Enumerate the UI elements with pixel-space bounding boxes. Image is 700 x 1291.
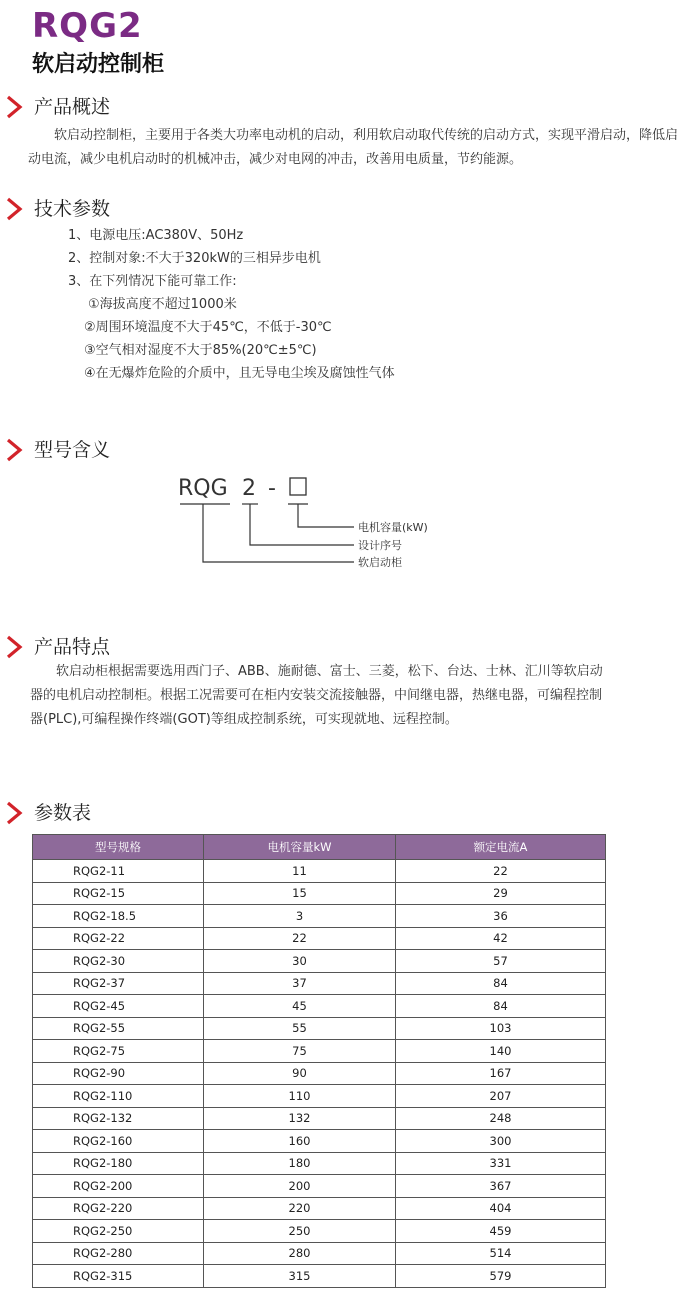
- cell-model: RQG2-55: [33, 1017, 204, 1040]
- cell-model: RQG2-132: [33, 1107, 204, 1130]
- table-row: [33, 1152, 606, 1175]
- table-row: [33, 1085, 606, 1108]
- section-features-title: 产品特点: [34, 636, 111, 658]
- overview-text: 软启动控制柜，主要用于各类大功率电动机的启动，利用软启动取代传统的启动方式，实现平滑启动，降低启动电流，减少电机启动时的机械冲击，减少对电网的冲击，改善用电质量，节约能源。: [28, 128, 679, 167]
- table-header-row: [33, 835, 606, 860]
- table-row: [33, 1175, 606, 1198]
- cell-capacity: 3: [204, 905, 396, 928]
- chevron-right-icon: [4, 196, 26, 222]
- cell-current: 404: [396, 1197, 606, 1220]
- column-header-current: 额定电流A: [396, 835, 606, 860]
- cell-model: RQG2-280: [33, 1242, 204, 1265]
- table-row: [33, 950, 606, 973]
- cell-current: 103: [396, 1017, 606, 1040]
- cell-capacity: 11: [204, 860, 396, 883]
- table-row: [33, 1062, 606, 1085]
- table-row: [33, 1040, 606, 1063]
- section-specs-header: [0, 194, 110, 224]
- table-body: [33, 860, 606, 1288]
- cell-current: 140: [396, 1040, 606, 1063]
- model-label-type: 软启动柜: [358, 556, 402, 569]
- table-row: [33, 1220, 606, 1243]
- chevron-right-icon: [4, 94, 26, 120]
- cell-model: RQG2-37: [33, 972, 204, 995]
- cell-capacity: 30: [204, 950, 396, 973]
- cell-model: RQG2-22: [33, 927, 204, 950]
- cell-capacity: 90: [204, 1062, 396, 1085]
- cell-capacity: 132: [204, 1107, 396, 1130]
- cell-model: RQG2-30: [33, 950, 204, 973]
- cell-model: RQG2-250: [33, 1220, 204, 1243]
- cell-model: RQG2-160: [33, 1130, 204, 1153]
- section-table-title: 参数表: [34, 802, 92, 824]
- cell-current: 514: [396, 1242, 606, 1265]
- cell-capacity: 22: [204, 927, 396, 950]
- spec-subitem: ①海拔高度不超过1000米: [88, 297, 237, 312]
- cell-model: RQG2-180: [33, 1152, 204, 1175]
- cell-current: 207: [396, 1085, 606, 1108]
- section-model-title: 型号含义: [34, 439, 111, 461]
- brand-title: RQG2: [32, 6, 143, 46]
- cell-model: RQG2-11: [33, 860, 204, 883]
- cell-current: 84: [396, 972, 606, 995]
- table-row: [33, 1197, 606, 1220]
- cell-current: 84: [396, 995, 606, 1018]
- chevron-right-icon: [4, 634, 26, 660]
- cell-capacity: 315: [204, 1265, 396, 1288]
- cell-capacity: 280: [204, 1242, 396, 1265]
- cell-current: 459: [396, 1220, 606, 1243]
- cell-model: RQG2-200: [33, 1175, 204, 1198]
- cell-capacity: 37: [204, 972, 396, 995]
- spec-item: 3、在下列情况下能可靠工作:: [68, 274, 237, 289]
- table-row: [33, 882, 606, 905]
- cell-current: 579: [396, 1265, 606, 1288]
- cell-capacity: 220: [204, 1197, 396, 1220]
- cell-capacity: 75: [204, 1040, 396, 1063]
- cell-model: RQG2-45: [33, 995, 204, 1018]
- table-row: [33, 1265, 606, 1288]
- spec-subitem: ④在无爆炸危险的介质中，且无导电尘埃及腐蚀性气体: [84, 366, 395, 381]
- model-code-number: 2: [242, 476, 256, 501]
- cell-current: 57: [396, 950, 606, 973]
- section-model-header: [0, 435, 110, 465]
- table-row: [33, 1130, 606, 1153]
- table-row: [33, 927, 606, 950]
- parameter-table: [32, 834, 606, 1288]
- section-table-header: [0, 798, 91, 828]
- model-code-prefix: RQG: [178, 476, 228, 501]
- cell-current: 22: [396, 860, 606, 883]
- specs-list: [68, 224, 395, 385]
- cell-current: 367: [396, 1175, 606, 1198]
- chevron-right-icon: [4, 437, 26, 463]
- section-overview-header: [0, 92, 110, 122]
- cell-capacity: 45: [204, 995, 396, 1018]
- cell-model: RQG2-18.5: [33, 905, 204, 928]
- table-row: [33, 1017, 606, 1040]
- spec-subitem: ②周围环境温度不大于45℃，不低于-30℃: [84, 320, 332, 335]
- cell-capacity: 250: [204, 1220, 396, 1243]
- model-code-box: [290, 478, 306, 495]
- cell-capacity: 55: [204, 1017, 396, 1040]
- cell-model: RQG2-90: [33, 1062, 204, 1085]
- cell-current: 331: [396, 1152, 606, 1175]
- table-row: [33, 1107, 606, 1130]
- cell-capacity: 200: [204, 1175, 396, 1198]
- cell-model: RQG2-75: [33, 1040, 204, 1063]
- cell-current: 167: [396, 1062, 606, 1085]
- cell-capacity: 15: [204, 882, 396, 905]
- cell-current: 42: [396, 927, 606, 950]
- table-row: [33, 905, 606, 928]
- cell-model: RQG2-315: [33, 1265, 204, 1288]
- cell-current: 248: [396, 1107, 606, 1130]
- table-row: [33, 860, 606, 883]
- cell-model: RQG2-110: [33, 1085, 204, 1108]
- cell-capacity: 160: [204, 1130, 396, 1153]
- section-features-header: [0, 632, 110, 662]
- cell-current: 300: [396, 1130, 606, 1153]
- cell-capacity: 180: [204, 1152, 396, 1175]
- chevron-right-icon: [4, 800, 26, 826]
- model-code-dash: -: [268, 476, 276, 501]
- cell-current: 29: [396, 882, 606, 905]
- cell-model: RQG2-15: [33, 882, 204, 905]
- model-code-diagram: [170, 470, 470, 580]
- model-label-capacity: 电机容量(kW): [358, 521, 428, 534]
- spec-subitem: ③空气相对湿度不大于85%(20℃±5℃): [84, 343, 317, 358]
- section-overview-title: 产品概述: [34, 96, 111, 118]
- cell-capacity: 110: [204, 1085, 396, 1108]
- table-row: [33, 972, 606, 995]
- table-row: [33, 1242, 606, 1265]
- product-subtitle: 软启动控制柜: [32, 52, 165, 77]
- section-specs-title: 技术参数: [34, 198, 111, 220]
- spec-item: 2、控制对象:不大于320kW的三相异步电机: [68, 251, 321, 266]
- column-header-model: 型号规格: [33, 835, 204, 860]
- features-text: 软启动柜根据需要选用西门子、ABB、施耐德、富士、三菱，松下、台达、士林、汇川等软启动器的电机启动控制柜。根据工况需要可在柜内安装交流接触器，中间继电器，热继电器，可编程控制器(PLC),可编程操作终端(GOT)等组成控制系统，可实现就地、远程控制。: [30, 664, 603, 727]
- spec-item: 1、电源电压:AC380V、50Hz: [68, 228, 244, 243]
- model-label-design: 设计序号: [358, 539, 402, 552]
- column-header-capacity: 电机容量kW: [204, 835, 396, 860]
- cell-model: RQG2-220: [33, 1197, 204, 1220]
- table-row: [33, 995, 606, 1018]
- cell-current: 36: [396, 905, 606, 928]
